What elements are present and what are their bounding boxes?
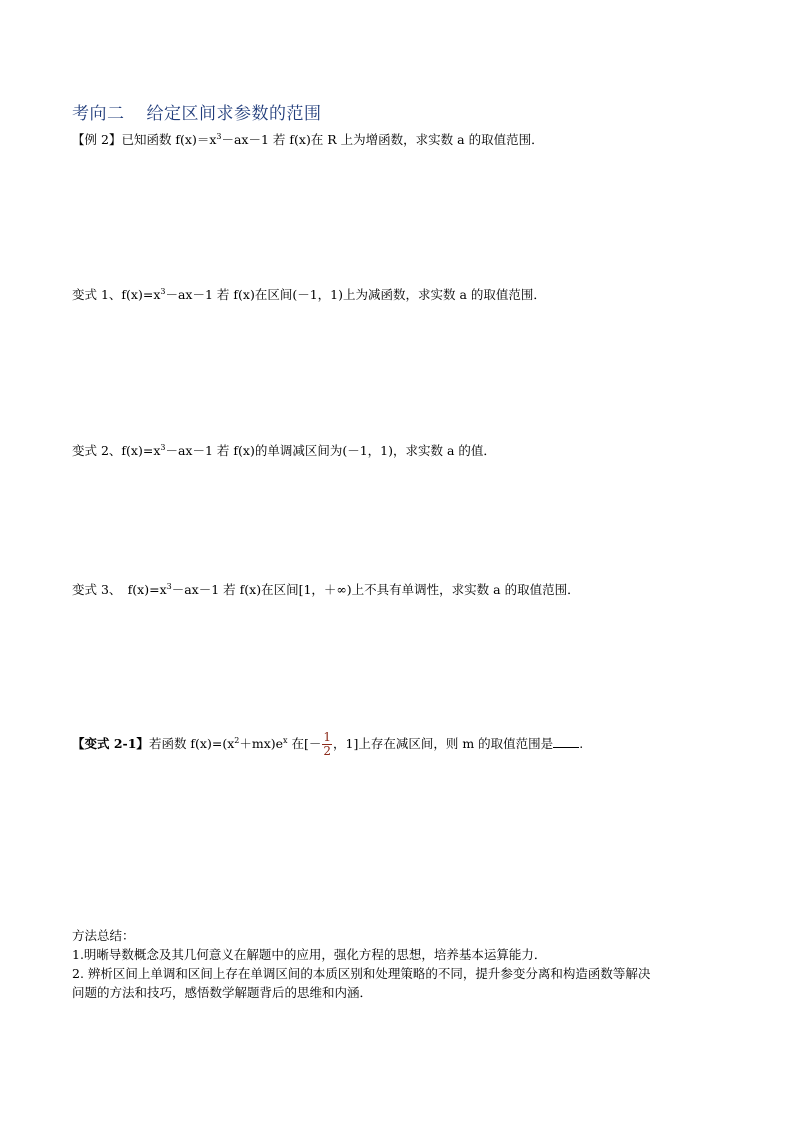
variant-1 [72, 284, 546, 303]
variant-3-exponent: 3 [166, 582, 172, 591]
fraction-numerator: 1 [323, 730, 332, 744]
summary-item-1: 1.明晰导数概念及其几何意义在解题中的应用，强化方程的思想，培养基本运算能力． [72, 947, 547, 962]
variant-1-exponent: 3 [160, 287, 166, 296]
variant-1-tail: －ax－1 若 f(x)在区间(－1，1)上为减函数，求实数 a 的取值范围． [165, 287, 546, 302]
variant-2 [72, 440, 496, 459]
variant-2-lead: 变式 2、f(x)=x [72, 443, 161, 458]
fraction-one-half [322, 731, 332, 758]
example-2-tag: 【例 2】 [72, 132, 122, 147]
variant-3-tail: －ax－1 若 f(x)在区间[1，＋∞)上不具有单调性，求实数 a 的取值范围． [171, 582, 580, 597]
method-summary [72, 926, 650, 1002]
example-2-exponent: 3 [216, 132, 222, 141]
variant-2-1-exponent-2: x [283, 736, 288, 745]
fraction-denominator: 2 [323, 744, 332, 758]
summary-item-2-line-1: 2. 辨析区间上单调和区间上存在单调区间的本质区别和处理策略的不同，提升参变分离和构造函数等解决 [72, 966, 651, 981]
variant-2-1-exponent-1: 2 [234, 736, 240, 745]
variant-2-1-end: . [579, 736, 584, 751]
answer-blank [553, 737, 579, 748]
variant-1-lead: 变式 1、f(x)=x [72, 287, 161, 302]
variant-2-exponent: 3 [160, 443, 166, 452]
summary-title: 方法总结： [72, 928, 135, 943]
variant-2-1-pre-fraction: 在[－ [287, 736, 322, 751]
variant-2-1-lead: 若函数 f(x)=(x [148, 736, 235, 751]
section-heading-part2: 给定区间求参数的范围 [146, 104, 322, 124]
variant-2-1-post-fraction: ，1]上存在减区间，则 m 的取值范围是 [333, 736, 554, 751]
section-heading-part1: 考向二 [72, 104, 125, 124]
example-2 [72, 129, 544, 148]
variant-3-lead: 变式 3、 f(x)=x [72, 582, 167, 597]
variant-2-1 [72, 731, 583, 758]
summary-item-2-line-2: 问题的方法和技巧，感悟数学解题背后的思维和内涵． [72, 985, 373, 1000]
section-heading [72, 99, 322, 124]
example-2-tail: －ax－1 若 f(x)在 R 上为增函数，求实数 a 的取值范围． [221, 132, 544, 147]
example-2-lead: 已知函数 f(x)＝x [121, 132, 217, 147]
variant-3 [72, 579, 580, 598]
variant-2-tail: －ax－1 若 f(x)的单调减区间为(－1，1)，求实数 a 的值． [165, 443, 496, 458]
variant-2-1-tag: 【变式 2-1】 [72, 736, 149, 751]
variant-2-1-mid: ＋mx)e [239, 736, 284, 751]
